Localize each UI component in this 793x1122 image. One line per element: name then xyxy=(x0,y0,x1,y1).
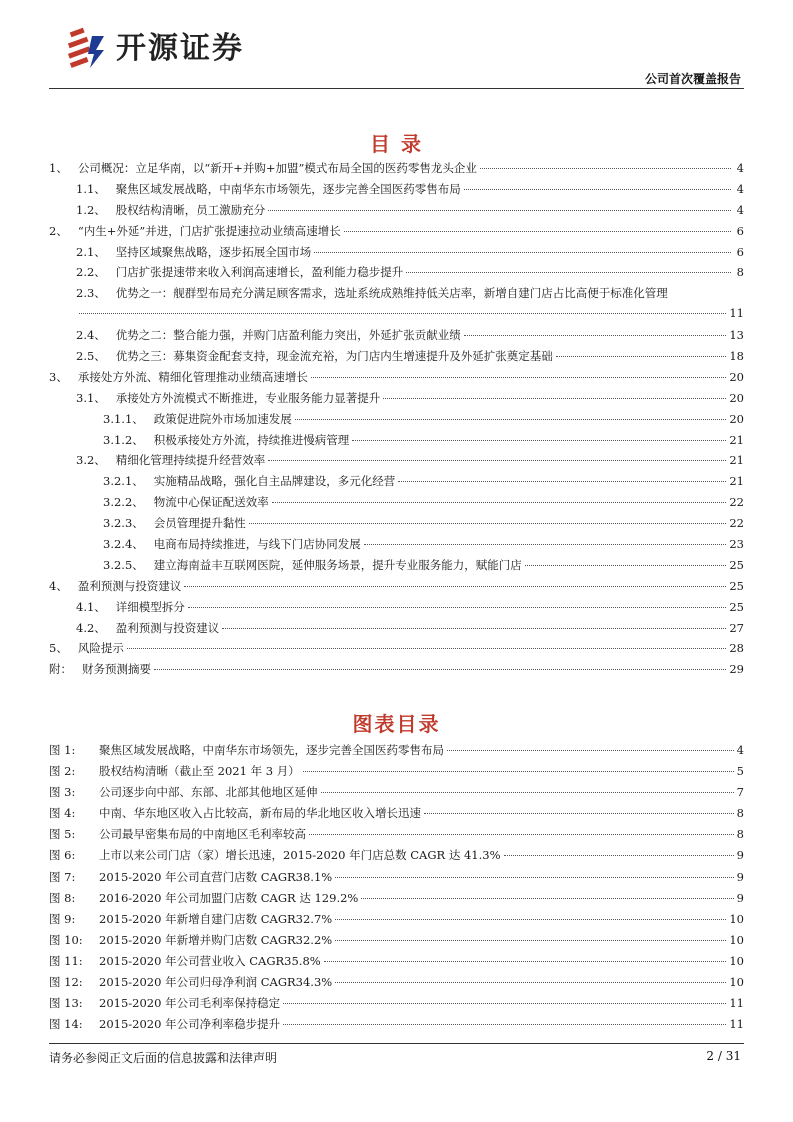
figures-title: 图表目录 xyxy=(352,712,441,736)
toc-entry-number: 5、 xyxy=(49,641,68,656)
figure-entry[interactable] xyxy=(49,1016,744,1037)
figure-entry-number: 图 6: xyxy=(49,848,76,863)
figure-leader-dots xyxy=(283,1024,726,1025)
toc-entry-number: 4.2、 xyxy=(76,620,106,635)
toc-leader-dots xyxy=(480,168,731,169)
figure-entry-page: 10 xyxy=(729,975,744,990)
toc-entry[interactable] xyxy=(49,640,744,661)
toc-entry-title: 建立海南益丰互联网医院，延伸服务场景，提升专业服务能力，赋能门店 xyxy=(153,557,522,572)
toc-entry[interactable] xyxy=(49,181,744,202)
toc-leader-dots xyxy=(295,419,727,420)
toc-leader-dots xyxy=(406,272,731,273)
figure-leader-dots xyxy=(361,898,733,899)
toc-entry-page: 22 xyxy=(729,495,744,510)
figure-leader-dots xyxy=(309,834,734,835)
figure-leader-dots xyxy=(335,877,733,878)
figure-entry-title: 2015-2020 年公司归母净利润 CAGR34.3% xyxy=(99,975,333,990)
toc-entry-number: 3.1.1、 xyxy=(103,411,144,426)
figure-entry-number: 图 2: xyxy=(49,764,76,779)
toc-entry-page: 18 xyxy=(729,349,744,364)
logo-mark-icon xyxy=(66,26,108,72)
figure-entry-page: 9 xyxy=(736,890,744,905)
toc-entry[interactable] xyxy=(49,578,744,599)
toc-entry[interactable] xyxy=(49,515,744,536)
toc-leader-dots xyxy=(352,440,726,441)
toc-leader-dots xyxy=(344,231,731,232)
figure-entry-number: 图 14: xyxy=(49,1017,83,1032)
figure-entry[interactable] xyxy=(49,869,744,890)
toc-entry-page: 8 xyxy=(736,265,744,280)
toc-entry-title: 承接处方外流、精细化管理推动业绩高速增长 xyxy=(77,369,308,384)
figure-entry-title: 2015-2020 年公司毛利率保持稳定 xyxy=(99,996,281,1011)
figure-entry-title: 公司逐步向中部、东部、北部其他地区延伸 xyxy=(99,785,318,800)
figure-entry-title: 2015-2020 年新增并购门店数 CAGR32.2% xyxy=(99,932,333,947)
toc-entry-page: 27 xyxy=(729,620,744,635)
figure-entry-page: 7 xyxy=(736,785,744,800)
figure-entry-title: 股权结构清晰（截止至 2021 年 3 月） xyxy=(99,764,300,779)
company-logo xyxy=(66,26,244,72)
toc-entry[interactable] xyxy=(49,327,744,348)
figure-entry-number: 图 8: xyxy=(49,890,76,905)
figure-entry[interactable] xyxy=(49,742,744,763)
toc-entry-number: 2、 xyxy=(49,223,68,238)
figure-leader-dots xyxy=(335,919,726,920)
toc-leader-dots xyxy=(398,481,726,482)
toc-entry-title: 股权结构清晰，员工激励充分 xyxy=(115,202,266,217)
table-of-contents xyxy=(49,160,744,682)
figure-entry[interactable] xyxy=(49,784,744,805)
figure-entry-number: 图 13: xyxy=(49,996,83,1011)
toc-leader-dots xyxy=(272,502,727,503)
figure-leader-dots xyxy=(321,792,734,793)
footer-divider xyxy=(49,1043,744,1044)
toc-entry-page: 20 xyxy=(729,390,744,405)
toc-entry-page: 4 xyxy=(736,161,744,175)
figure-entry-page: 8 xyxy=(736,806,744,821)
toc-entry-title: 精细化管理持续提升经营效率 xyxy=(115,453,266,468)
toc-title: 目 录 xyxy=(370,132,423,156)
toc-entry-number: 2.5、 xyxy=(76,349,106,364)
figure-entry-page: 10 xyxy=(729,932,744,947)
figure-entry-page: 8 xyxy=(736,827,744,842)
toc-entry-number: 2.4、 xyxy=(76,328,106,343)
figure-leader-dots xyxy=(424,813,734,814)
header-divider xyxy=(49,88,744,89)
toc-entry-page: 4 xyxy=(736,181,744,196)
toc-leader-dots xyxy=(464,335,727,336)
toc-entry[interactable] xyxy=(49,348,744,369)
toc-leader-dots xyxy=(154,669,726,670)
toc-entry[interactable] xyxy=(49,557,744,578)
toc-entry-title: “内生+外延”并进，门店扩张提速拉动业绩高速增长 xyxy=(77,223,341,238)
toc-entry[interactable] xyxy=(49,264,744,285)
figure-entry-page: 5 xyxy=(736,764,744,779)
toc-entry-page: 21 xyxy=(729,453,744,468)
toc-entry-number: 4、 xyxy=(49,578,68,593)
figure-entry[interactable] xyxy=(49,911,744,932)
toc-entry-number: 3.1、 xyxy=(76,390,106,405)
figure-entry[interactable] xyxy=(49,805,744,826)
toc-entry[interactable] xyxy=(49,244,744,265)
toc-entry-number: 附： xyxy=(49,662,72,677)
toc-entry-page: 21 xyxy=(729,474,744,489)
toc-entry-title: 坚持区域聚焦战略，逐步拓展全国市场 xyxy=(115,244,312,259)
figure-entry[interactable] xyxy=(49,763,744,784)
figure-entry-page: 9 xyxy=(736,869,744,884)
figure-entry-title: 上市以来公司门店（家）增长迅速，2015-2020 年门店总数 CAGR 达 41.3% xyxy=(99,848,501,863)
toc-entry-title: 优势之二：整合能力强，并购门店盈利能力突出，外延扩张贡献业绩 xyxy=(115,328,461,343)
figure-entry[interactable] xyxy=(49,953,744,974)
toc-entry-title: 盈利预测与投资建议 xyxy=(77,578,182,593)
toc-entry-number: 3.2.4、 xyxy=(103,537,144,552)
figure-entry-number: 图 1: xyxy=(49,743,76,757)
toc-entry-number: 1.2、 xyxy=(76,202,106,217)
figure-entry-page: 11 xyxy=(729,996,744,1011)
figure-entry-title: 中南、华东地区收入占比较高，新布局的华北地区收入增长迅速 xyxy=(99,806,421,821)
toc-leader-dots xyxy=(314,252,731,253)
toc-leader-dots xyxy=(383,398,726,399)
figure-entry-page: 10 xyxy=(729,953,744,968)
toc-entry-title: 电商布局持续推进，与线下门店协同发展 xyxy=(153,537,361,552)
toc-entry-number: 3.1.2、 xyxy=(103,432,144,447)
toc-entry[interactable] xyxy=(49,452,744,473)
toc-leader-dots xyxy=(188,607,727,608)
figure-entry-number: 图 5: xyxy=(49,827,76,842)
toc-entry-title: 优势之一：舰群型布局充分满足顾客需求，选址系统成熟维持低关店率，新增自建门店占比高便于标准化管理 xyxy=(115,286,668,301)
toc-leader-dots xyxy=(249,523,727,524)
toc-entry-title: 承接处方外流模式不断推进，专业服务能力显著提升 xyxy=(115,390,381,405)
toc-entry-page: 21 xyxy=(729,432,744,447)
toc-leader-dots xyxy=(268,460,726,461)
toc-entry[interactable] xyxy=(49,661,744,682)
figure-leader-dots xyxy=(504,855,734,856)
toc-entry-number: 3、 xyxy=(49,369,68,384)
toc-entry[interactable] xyxy=(49,223,744,244)
figure-entry[interactable] xyxy=(49,974,744,995)
figure-entry[interactable] xyxy=(49,847,744,868)
figure-entry[interactable] xyxy=(49,826,744,847)
toc-leader-dots xyxy=(556,356,727,357)
toc-entry[interactable] xyxy=(49,369,744,390)
figure-entry-page: 10 xyxy=(729,911,744,926)
toc-entry-number: 2.2、 xyxy=(76,265,106,280)
toc-entry-page: 25 xyxy=(729,578,744,593)
toc-entry-number: 3.2.2、 xyxy=(103,495,144,510)
figure-entry-title: 2015-2020 年新增自建门店数 CAGR32.7% xyxy=(99,911,333,926)
toc-leader-dots xyxy=(464,189,731,190)
toc-entry-page: 25 xyxy=(729,557,744,572)
figure-entry[interactable] xyxy=(49,932,744,953)
toc-leader-dots xyxy=(364,544,727,545)
toc-entry-title: 详细模型拆分 xyxy=(115,599,185,614)
toc-entry-number: 3.2.1、 xyxy=(103,474,144,489)
figure-entry-number: 图 4: xyxy=(49,806,76,821)
toc-entry-title: 门店扩张提速带来收入利润高速增长，盈利能力稳步提升 xyxy=(115,265,404,280)
figure-entry-number: 图 11: xyxy=(49,953,83,968)
toc-entry-number: 3.2.3、 xyxy=(103,516,144,531)
figure-entry-page: 11 xyxy=(729,1017,744,1032)
toc-entry[interactable] xyxy=(49,285,744,306)
toc-entry-page: 23 xyxy=(729,537,744,552)
toc-leader-dots xyxy=(311,377,727,378)
figure-entry-number: 图 3: xyxy=(49,785,76,800)
toc-entry-number: 2.1、 xyxy=(76,244,106,259)
toc-entry-title: 盈利预测与投资建议 xyxy=(115,620,220,635)
toc-entry[interactable] xyxy=(49,599,744,620)
toc-entry[interactable] xyxy=(49,473,744,494)
toc-entry[interactable] xyxy=(49,202,744,223)
figure-entry-number: 图 9: xyxy=(49,911,76,926)
toc-entry-number: 1、 xyxy=(49,161,68,175)
report-type-label: 公司首次覆盖报告 xyxy=(644,72,741,86)
figure-entry-title: 2015-2020 年公司直营门店数 CAGR38.1% xyxy=(99,869,333,884)
toc-entry-page: 11 xyxy=(729,306,744,321)
toc-entry[interactable] xyxy=(49,390,744,411)
figure-entry-page: 4 xyxy=(736,743,744,757)
figure-entry-title: 2015-2020 年公司净利率稳步提升 xyxy=(99,1017,281,1032)
toc-entry-number: 1.1、 xyxy=(76,181,106,196)
toc-entry[interactable] xyxy=(49,494,744,515)
toc-entry-page: 20 xyxy=(729,411,744,426)
page-number: 2 / 31 xyxy=(706,1049,741,1063)
figure-entry-number: 图 12: xyxy=(49,975,83,990)
toc-leader-dots xyxy=(268,210,731,211)
figure-entry[interactable] xyxy=(49,890,744,911)
figure-leader-dots xyxy=(335,982,726,983)
toc-entry-number: 2.3、 xyxy=(76,286,106,301)
toc-entry-title: 聚焦区域发展战略，中南华东市场领先，逐步完善全国医药零售布局 xyxy=(115,181,461,196)
toc-leader-dots xyxy=(184,586,726,587)
toc-entry-page: 29 xyxy=(729,662,744,677)
toc-entry-title: 风险提示 xyxy=(77,641,124,656)
logo-text: 开源证券 xyxy=(116,31,244,66)
toc-entry-page: 25 xyxy=(729,599,744,614)
figure-entry-number: 图 7: xyxy=(49,869,76,884)
toc-entry[interactable] xyxy=(49,160,744,181)
toc-entry-title: 政策促进院外市场加速发展 xyxy=(153,411,292,426)
toc-entry-title: 优势之三：募集资金配套支持，现金流充裕，为门店内生增速提升及外延扩张奠定基础 xyxy=(115,349,553,364)
toc-leader-dots xyxy=(525,565,727,566)
toc-leader-dots xyxy=(127,648,727,649)
figure-entry-title: 2016-2020 年公司加盟门店数 CAGR 达 129.2% xyxy=(99,890,359,905)
toc-entry-page: 28 xyxy=(729,641,744,656)
figure-entry-title: 聚焦区域发展战略，中南华东市场领先，逐步完善全国医药零售布局 xyxy=(99,743,444,757)
figure-leader-dots xyxy=(324,961,727,962)
toc-entry-number: 4.1、 xyxy=(76,599,106,614)
figure-entry-title: 公司最早密集布局的中南地区毛利率较高 xyxy=(99,827,306,842)
figure-entry[interactable] xyxy=(49,995,744,1016)
figure-leader-dots xyxy=(335,940,726,941)
figure-entry-title: 2015-2020 年公司营业收入 CAGR35.8% xyxy=(99,953,321,968)
toc-entry-page: 20 xyxy=(729,369,744,384)
toc-entry-number: 3.2、 xyxy=(76,453,106,468)
toc-entry-number: 3.2.5、 xyxy=(103,557,144,572)
toc-entry-title: 物流中心保证配送效率 xyxy=(153,495,269,510)
toc-leader-dots xyxy=(79,313,726,314)
figure-leader-dots xyxy=(303,771,734,772)
toc-entry[interactable] xyxy=(49,620,744,641)
toc-entry[interactable] xyxy=(49,306,744,327)
toc-entry-page: 6 xyxy=(736,223,744,238)
figure-list xyxy=(49,742,744,1037)
toc-entry[interactable] xyxy=(49,411,744,432)
toc-entry-title: 财务预测摘要 xyxy=(82,662,151,677)
figure-entry-page: 9 xyxy=(736,848,744,863)
toc-entry[interactable] xyxy=(49,432,744,453)
toc-entry-title: 会员管理提升黏性 xyxy=(153,516,246,531)
toc-entry-page: 4 xyxy=(736,202,744,217)
toc-entry[interactable] xyxy=(49,536,744,557)
figure-entry-number: 图 10: xyxy=(49,932,83,947)
toc-entry-page: 13 xyxy=(729,328,744,343)
footer-disclaimer: 请务必参阅正文后面的信息披露和法律声明 xyxy=(49,1051,278,1065)
toc-entry-page: 22 xyxy=(729,516,744,531)
figure-leader-dots xyxy=(447,750,734,751)
figure-leader-dots xyxy=(283,1003,726,1004)
toc-entry-title: 积极承接处方外流，持续推进慢病管理 xyxy=(153,432,350,447)
toc-entry-title: 实施精品战略，强化自主品牌建设，多元化经营 xyxy=(153,474,396,489)
toc-leader-dots xyxy=(222,628,726,629)
toc-entry-page: 6 xyxy=(736,244,744,259)
toc-entry-title: 公司概况：立足华南，以“新开+并购+加盟”模式布局全国的医药零售龙头企业 xyxy=(77,161,477,175)
